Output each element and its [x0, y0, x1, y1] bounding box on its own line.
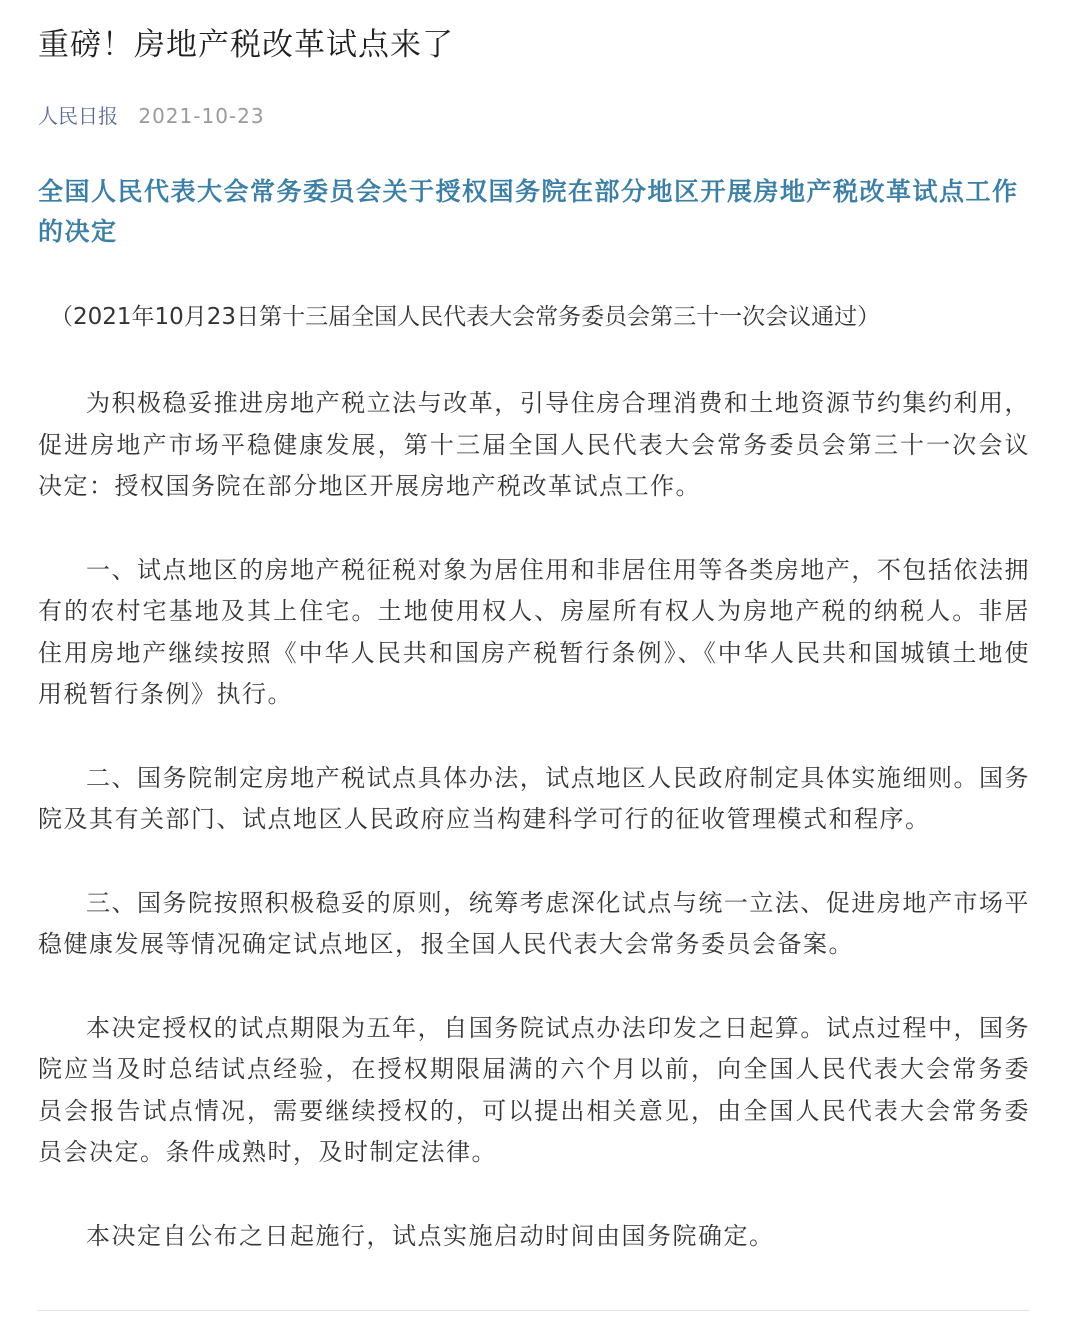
bottom-divider	[38, 1310, 1030, 1311]
paragraph-effective: 本决定自公布之日起施行，试点实施启动时间由国务院确定。	[86, 1221, 775, 1250]
paragraph-item-1: 一、试点地区的房地产税征税对象为居住用和非居住用等各类房地产，不包括依法拥有的农村宅基地及其上住宅。土地使用权人、房屋所有权人为房地产税的纳税人。非居住用房地产继续按照《中华人民共和国房产税暂行条例》、《中华人民共和国城镇土地使用税暂行条例》执行。	[38, 555, 1030, 708]
article-meta	[38, 102, 1030, 130]
article-title: 重磅！房地产税改革试点来了	[38, 27, 454, 63]
paragraph-item-2: 二、国务院制定房地产税试点具体办法，试点地区人民政府制定具体实施细则。国务院及其有关部门、试点地区人民政府应当构建科学可行的征收管理模式和程序。	[38, 763, 1030, 833]
paragraph-preamble: 为积极稳妥推进房地产税立法与改革，引导住房合理消费和土地资源节约集约利用，促进房地产市场平稳健康发展，第十三届全国人民代表大会常务委员会第三十一次会议决定：授权国务院在部分地区开展房地产税改革试点工作。	[38, 389, 1030, 500]
source-link[interactable]: 人民日报	[38, 104, 118, 128]
publish-date: 2021-10-23	[138, 104, 265, 128]
paragraph-item-3: 三、国务院按照积极稳妥的原则，统筹考虑深化试点与统一立法、促进房地产市场平稳健康发展等情况确定试点地区，报全国人民代表大会常务委员会备案。	[38, 888, 1030, 958]
decision-title: 全国人民代表大会常务委员会关于授权国务院在部分地区开展房地产税改革试点工作的决定	[38, 177, 1019, 246]
adoption-note: （2021年10月23日第十三届全国人民代表大会常务委员会第三十一次会议通过）	[50, 304, 881, 330]
paragraph-term: 本决定授权的试点期限为五年，自国务院试点办法印发之日起算。试点过程中，国务院应当及时总结试点经验，在授权期限届满的六个月以前，向全国人民代表大会常务委员会报告试点情况，需要继续授权的，可以提出相关意见，由全国人民代表大会常务委员会决定。条件成熟时，及时制定法律。	[38, 1013, 1030, 1166]
